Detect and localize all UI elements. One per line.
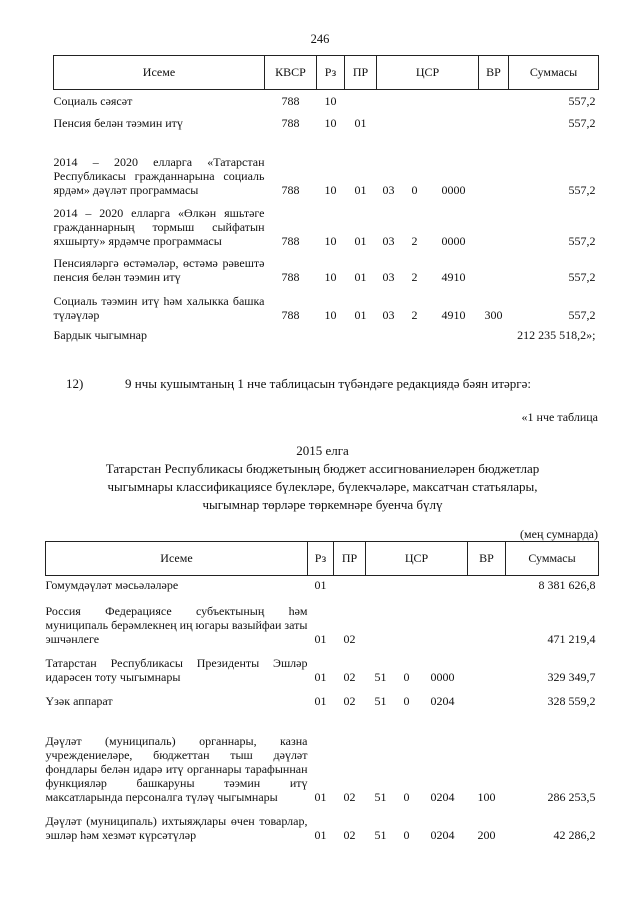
header-sum: Суммасы <box>506 542 599 576</box>
row-vr <box>479 90 509 108</box>
row-name: Үзәк аппарат <box>45 693 113 708</box>
row-csr1: 03 <box>382 233 395 248</box>
table-label: «1 нче таблица <box>521 410 598 424</box>
row-csr1 <box>377 108 401 130</box>
table-header-row <box>46 542 599 576</box>
row-vr <box>468 592 506 646</box>
row-rz: 01 <box>314 789 327 804</box>
table-row <box>46 804 599 842</box>
row-name: 2014 – 2020 елларга «Татарстан Республикасы гражданнарына социаль ярдәм» дәүләт программасы <box>53 154 265 197</box>
row-sum: 557,2 <box>568 307 596 322</box>
row-csr2: 2 <box>411 269 418 284</box>
table-row <box>54 284 599 322</box>
table-row <box>54 108 599 130</box>
row-pr: 01 <box>354 307 367 322</box>
row-vr <box>468 646 506 684</box>
row-pr: 02 <box>343 669 356 684</box>
row-vr <box>479 108 509 130</box>
table-row <box>54 197 599 248</box>
row-kvsr: 788 <box>281 269 300 284</box>
title-line: чыгымнары классификациясе бүлекләре, бүлекчәләре, максатчан статьялары, <box>107 479 538 494</box>
row-vr <box>468 576 506 592</box>
row-sum: 471 219,4 <box>547 631 596 646</box>
row-pr: 01 <box>354 269 367 284</box>
header-vr: ВР <box>479 56 509 90</box>
row-rz: 01 <box>314 669 327 684</box>
row-name: Гомумдәүләт мәсьәләләре <box>45 577 179 592</box>
row-csr1 <box>377 90 401 108</box>
header-csr: ЦСР <box>366 542 468 576</box>
table-row <box>46 708 599 804</box>
row-csr1 <box>366 576 396 592</box>
table-row <box>46 646 599 684</box>
row-csr3: 0000 <box>441 182 466 197</box>
row-csr3: 0000 <box>441 233 466 248</box>
title-line: Татарстан Республикасы бюджетының бюджет ассигнованиеләрен бюджетлар <box>105 461 540 476</box>
row-csr3: 4910 <box>441 269 466 284</box>
budget-table-1 <box>53 55 599 342</box>
title-line: чыгымнар төрләре төркемнәре буенча бүлү <box>202 497 443 512</box>
section-title <box>45 460 600 514</box>
header-pr: ПР <box>345 56 377 90</box>
row-kvsr: 788 <box>281 307 300 322</box>
row-rz: 01 <box>314 577 327 592</box>
table-row <box>54 130 599 197</box>
row-csr3: 0204 <box>430 789 455 804</box>
row-csr2: 0 <box>403 827 410 842</box>
row-pr: 01 <box>354 233 367 248</box>
budget-table-2 <box>45 541 599 842</box>
row-csr2 <box>401 108 429 130</box>
row-csr2 <box>401 90 429 108</box>
row-kvsr: 788 <box>281 115 300 130</box>
row-csr1: 51 <box>374 827 387 842</box>
row-csr1: 51 <box>374 789 387 804</box>
row-csr1 <box>366 592 396 646</box>
row-rz: 01 <box>314 693 327 708</box>
row-pr: 02 <box>343 789 356 804</box>
header-name: Исеме <box>46 542 308 576</box>
row-name: Социаль тәэмин итү һәм халыкка башка түләүләр <box>53 293 265 322</box>
page-number: 246 <box>310 32 330 46</box>
row-name: Дәүләт (муниципаль) органнары, казна учреждениеләре, бюджеттан тыш дәүләт фондлары белән идарә итү органнары тарафыннан функцияләр башкаруны тәэмин итү максатларында персоналга түләү чыгымнары <box>45 733 308 804</box>
row-sum: 557,2 <box>568 182 596 197</box>
row-rz: 10 <box>324 269 337 284</box>
total-value: 212 235 518,2»; <box>517 327 596 342</box>
row-sum: 42 286,2 <box>553 827 596 842</box>
row-rz: 01 <box>314 631 327 646</box>
row-sum: 328 559,2 <box>547 693 596 708</box>
header-name: Исеме <box>54 56 265 90</box>
row-csr3 <box>418 592 468 646</box>
row-csr1: 03 <box>382 182 395 197</box>
row-sum: 557,2 <box>568 93 596 108</box>
row-sum: 557,2 <box>568 233 596 248</box>
header-csr: ЦСР <box>377 56 479 90</box>
row-csr3: 0204 <box>430 693 455 708</box>
row-sum: 329 349,7 <box>547 669 596 684</box>
row-name: Пенсия белән тәэмин итү <box>53 115 183 130</box>
header-sum: Суммасы <box>509 56 599 90</box>
table-row <box>46 576 599 592</box>
row-rz: 10 <box>324 93 337 108</box>
header-vr: ВР <box>468 542 506 576</box>
row-vr: 200 <box>477 827 496 842</box>
header-kvsr: КВСР <box>265 56 317 90</box>
row-name: Дәүләт (муниципаль) ихтыяҗлары өчен товарлар, эшләр һәм хезмәт күрсәтүләр <box>45 813 308 842</box>
row-csr3: 4910 <box>441 307 466 322</box>
section-year: 2015 елга <box>296 443 349 458</box>
item-number: 12) <box>66 376 84 391</box>
unit-label: (мең сумнарда) <box>520 527 598 541</box>
table-row <box>46 592 599 646</box>
header-rz: Рз <box>308 542 334 576</box>
row-rz: 10 <box>324 307 337 322</box>
row-csr1: 51 <box>374 693 387 708</box>
total-row <box>54 322 599 342</box>
row-rz: 01 <box>314 827 327 842</box>
row-pr: 02 <box>343 631 356 646</box>
row-csr3: 0000 <box>430 669 455 684</box>
table-header-row <box>54 56 599 90</box>
row-csr3 <box>429 90 479 108</box>
row-vr <box>479 248 509 284</box>
row-csr2: 0 <box>403 669 410 684</box>
row-sum: 557,2 <box>568 269 596 284</box>
row-pr: 01 <box>354 115 367 130</box>
row-csr2: 0 <box>403 789 410 804</box>
row-kvsr: 788 <box>281 233 300 248</box>
row-vr <box>468 684 506 708</box>
row-name: Россия Федерациясе субъектының һәм муниципаль берәмлекнең иң югары вазыйфаи заты эшчәнлеге <box>45 603 308 646</box>
row-pr <box>345 90 377 108</box>
row-csr3 <box>429 108 479 130</box>
row-csr3: 0204 <box>430 827 455 842</box>
row-csr2: 2 <box>411 233 418 248</box>
row-vr: 100 <box>477 789 496 804</box>
row-csr1: 51 <box>374 669 387 684</box>
row-vr: 300 <box>484 307 503 322</box>
row-vr <box>479 130 509 197</box>
row-vr <box>479 197 509 248</box>
table-row <box>54 248 599 284</box>
row-csr2: 2 <box>411 307 418 322</box>
row-name: Татарстан Республикасы Президенты Эшләр идарәсен тоту чыгымнары <box>45 655 308 684</box>
row-rz: 10 <box>324 233 337 248</box>
row-csr2: 0 <box>411 182 418 197</box>
item-text: 9 нчы кушымтаның 1 нче таблицасын түбәндәге редакциядә бәян итәргә: <box>125 376 531 391</box>
row-csr1: 03 <box>382 307 395 322</box>
table-row <box>46 684 599 708</box>
row-rz: 10 <box>324 182 337 197</box>
row-pr <box>334 576 366 592</box>
row-sum: 8 381 626,8 <box>538 577 596 592</box>
row-name: Пенсияләргә өстәмәләр, өстәмә рәвештә пенсия белән тәэмин итү <box>53 255 265 284</box>
row-sum: 557,2 <box>568 115 596 130</box>
row-name: 2014 – 2020 елларга «Өлкән яшьтәге гражданнарның тормыш сыйфатын яхшырту» ярдәмче программасы <box>53 205 265 248</box>
row-kvsr: 788 <box>281 182 300 197</box>
row-csr1: 03 <box>382 269 395 284</box>
header-pr: ПР <box>334 542 366 576</box>
row-csr2 <box>396 576 418 592</box>
table-row <box>54 90 599 108</box>
row-csr2 <box>396 592 418 646</box>
row-rz: 10 <box>324 115 337 130</box>
row-name: Социаль сәясәт <box>53 93 133 108</box>
total-label: Бардык чыгымнар <box>53 327 147 342</box>
header-rz: Рз <box>317 56 345 90</box>
row-csr3 <box>418 576 468 592</box>
row-sum: 286 253,5 <box>547 789 596 804</box>
row-csr2: 0 <box>403 693 410 708</box>
row-kvsr: 788 <box>281 93 300 108</box>
row-pr: 02 <box>343 693 356 708</box>
row-pr: 02 <box>343 827 356 842</box>
row-pr: 01 <box>354 182 367 197</box>
